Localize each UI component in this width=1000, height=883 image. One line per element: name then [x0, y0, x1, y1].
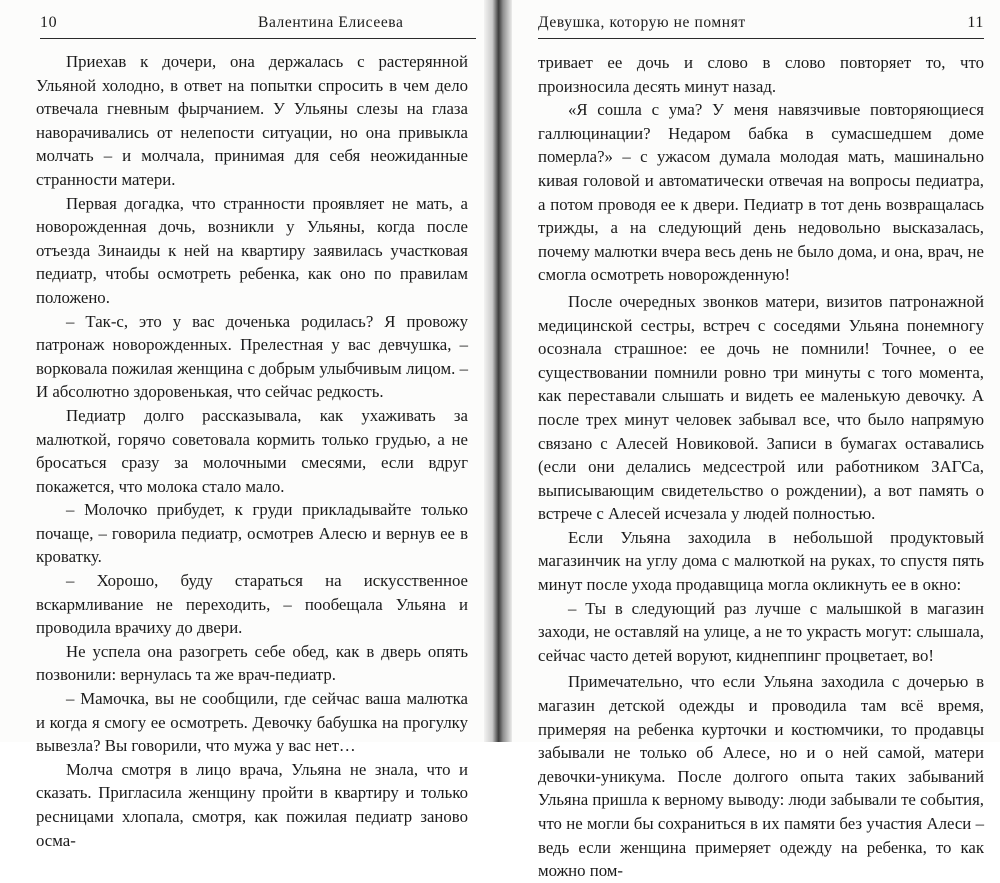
- left-page-text: [36, 50, 468, 852]
- paragraph: – Мамочка, вы не сообщили, где сейчас ваша малютка и когда я смогу ее осмотреть. Девочку бабушка на прогулку вывезла? Вы говорили, что мужа у вас нет…: [36, 689, 468, 756]
- paragraph: – Ты в следующий раз лучше с малышкой в магазин заходи, не оставляй на улице, а не то украсть могут: слышала, сейчас часто детей воруют, киднеппинг процветает, во!: [538, 598, 984, 665]
- paragraph: тривает ее дочь и слово в слово повторяет то, что произносила десять минут назад.: [538, 53, 984, 96]
- left-running-head-title: Валентина Елисеева: [258, 14, 404, 31]
- left-page-number: 10: [40, 14, 58, 31]
- book-gutter: [484, 0, 512, 742]
- right-page: [512, 0, 1000, 881]
- right-running-head: [538, 10, 984, 39]
- paragraph: «Я сошла с ума? У меня навязчивые повторяющиеся галлюцинации? Недаром бабка в сумасшедшем доме померла?» – с ужасом думала молодая мать, машинально кивая головой и автоматически отвечая на вопросы педиатра, а потом проводя ее к двери. Педиатр в тот день возвращалась трижды, а на следующий день недовольно высказалась, почему малютки вчера весь день не было дома, и она, врач, не смогла осмотреть новорожденную!: [538, 100, 984, 285]
- paragraph: Примечательно, что если Ульяна заходила с дочерью в магазин детской одежды и проводила там всё время, примеряя на ребенка курточки и костюмчики, то продавцы забывали не только об Алесе, но и о ней самой, матери девочки-уникума. После долгого опыта таких забываний Ульяна пришла к верному выводу: люди забывали те события, что не могли бы сохраниться в их памяти без участия Алеси – ведь если женщина примеряет одежду на ребенка, то как можно пом-: [538, 672, 984, 881]
- left-running-head: [40, 10, 476, 39]
- paragraph: Молча смотря в лицо врача, Ульяна не знала, что и сказать. Пригласила женщину пройти в квартиру и только ресницами хлопала, смотря, как пожилая педиатр заново осма-: [36, 759, 468, 850]
- right-page-number: 11: [967, 14, 984, 31]
- paragraph: – Так-с, это у вас доченька родилась? Я провожу патронаж новорожденных. Прелестная у вас девчушка, – ворковала пожилая женщина с добрым улыбчивым лицом. – И абсолютно здоровенькая, что сейчас редкость.: [36, 311, 468, 402]
- paragraph: Первая догадка, что странности проявляет не мать, а новорожденная дочь, возникли у Ульяны, когда после отъезда Зинаиды к ней на квартиру заявилась участковая педиатр, чтобы осмотреть ребенка, как оно по правилам положено.: [36, 193, 468, 307]
- paragraph: Педиатр долго рассказывала, как ухаживать за малюткой, горячо советовала кормить только грудью, а не бросаться сразу за молочными смесями, если вдруг покажется, что молока стало мало.: [36, 405, 468, 496]
- paragraph: – Молочко прибудет, к груди прикладывайте только почаще, – говорила педиатр, осмотрев Алесю и вернув ее в кроватку.: [36, 500, 468, 567]
- paragraph: Если Ульяна заходила в небольшой продуктовый магазинчик на углу дома с малюткой на руках, то спустя пять минут после ухода продавщица могла окликнуть ее в окно:: [538, 527, 984, 595]
- paragraph: Не успела она разогреть себе обед, как в дверь опять позвонили: вернулась та же врач-педиатр.: [36, 641, 468, 685]
- right-page-text: [538, 51, 984, 883]
- left-page: [0, 0, 484, 850]
- right-running-head-title: Девушка, которую не помнят: [538, 14, 746, 31]
- paragraph: – Хорошо, буду стараться на искусственное вскармливание не переходить, – пообещала Ульяна и проводила врачиху до двери.: [36, 571, 468, 638]
- paragraph: Приехав к дочери, она держалась с растерянной Ульяной холодно, в ответ на попытки спросить в чем дело отвечала гневным фырчанием. У Ульяны слезы на глаза наворачивались от нелепости ситуации, но она привыкла молчать – и молчала, принимая для себя неожиданные странности матери.: [36, 52, 468, 189]
- paragraph: После очередных звонков матери, визитов патронажной медицинской сестры, встреч с соседями Ульяна понемногу осознала страшное: ее дочь не помнили! Точнее, о ее существовании помнили ровно три минуты с того момента, как переставали слышать и видеть ее маленькую девочку. А после трех минут человек забывал все, что было напрямую связано с Алесей Новиковой. Записи в бумагах оставались (если они делались медсестрой или работником ЗАГСа, выписывающим свидетельство о рождении), а вот память о встрече с Алесей исчезала у людей полностью.: [538, 291, 984, 524]
